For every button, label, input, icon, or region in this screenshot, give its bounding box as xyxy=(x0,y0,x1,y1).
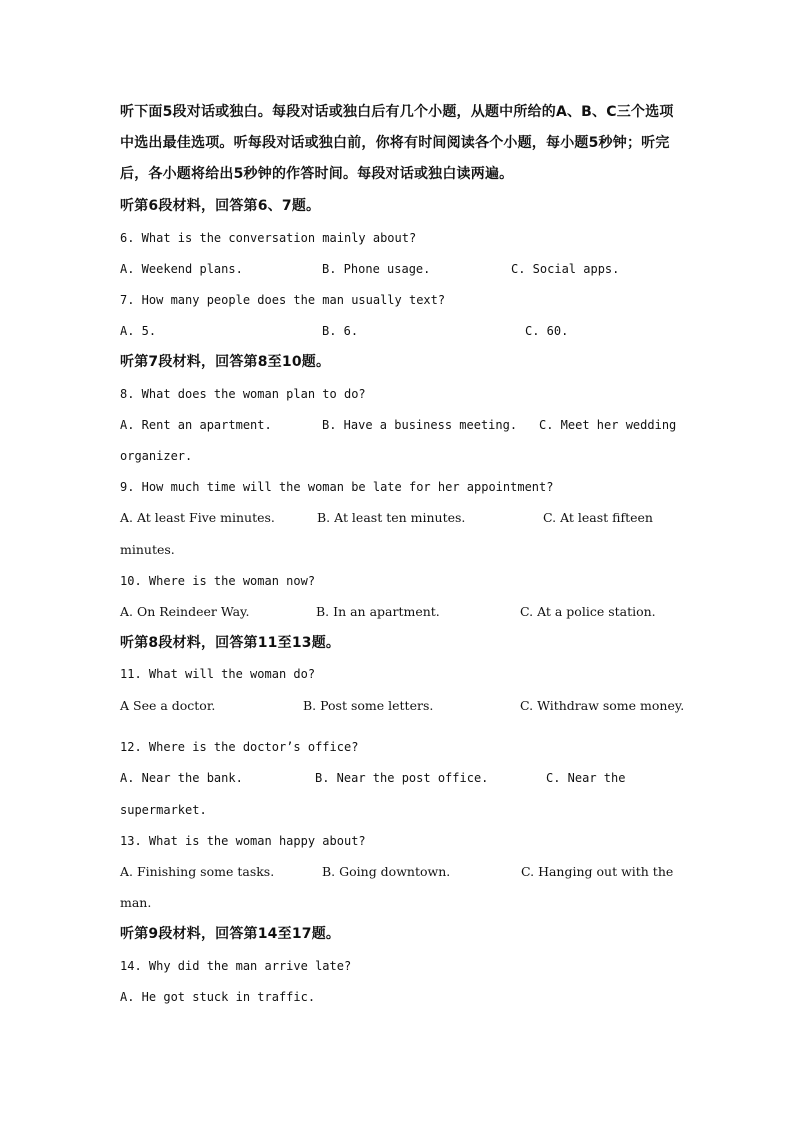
q10-option-c: C. At a police station. xyxy=(520,604,656,619)
question-12: 12. Where is the doctor’s office? xyxy=(120,740,359,754)
q6-option-b: B. Phone usage. xyxy=(322,262,431,276)
section-7-heading: 听第7段材料，回答第8至10题。 xyxy=(120,354,331,370)
q8-option-a: A. Rent an apartment. xyxy=(120,418,272,432)
question-11: 11. What will the woman do? xyxy=(120,667,316,681)
instructions-line-3: 后，各小题将给出5秒钟的作答时间。每段对话或独白读两遍。 xyxy=(120,166,514,182)
q12-option-a: A. Near the bank. xyxy=(120,771,243,785)
q13-option-c-continued: man. xyxy=(120,895,152,910)
q13-option-c: C. Hanging out with the xyxy=(521,864,674,879)
q7-option-b: B. 6. xyxy=(322,324,359,338)
question-13: 13. What is the woman happy about? xyxy=(120,834,366,848)
q9-option-c-continued: minutes. xyxy=(120,542,175,557)
q9-option-a: A. At least Five minutes. xyxy=(120,510,275,525)
question-10: 10. Where is the woman now? xyxy=(120,574,316,588)
section-9-heading: 听第9段材料，回答第14至17题。 xyxy=(120,926,341,942)
q13-option-b: B. Going downtown. xyxy=(322,864,451,879)
q11-option-a: A See a doctor. xyxy=(120,698,216,713)
q14-option-a: A. He got stuck in traffic. xyxy=(120,990,316,1004)
q9-option-c: C. At least fifteen xyxy=(543,510,653,525)
q8-option-c: C. Meet her wedding xyxy=(539,418,677,432)
instructions-line-2: 中选出最佳选项。听每段对话或独白前，你将有时间阅读各个小题，每小题5秒钟；听完 xyxy=(120,135,670,151)
q7-option-c: C. 60. xyxy=(525,324,569,338)
question-14: 14. Why did the man arrive late? xyxy=(120,959,352,973)
q6-option-a: A. Weekend plans. xyxy=(120,262,243,276)
q11-option-c: C. Withdraw some money. xyxy=(520,698,685,713)
q7-option-a: A. 5. xyxy=(120,324,157,338)
q6-option-c: C. Social apps. xyxy=(511,262,620,276)
section-8-heading: 听第8段材料，回答第11至13题。 xyxy=(120,635,341,651)
section-6-heading: 听第6段材料，回答第6、7题。 xyxy=(120,198,321,214)
question-9: 9. How much time will the woman be late for her appointment? xyxy=(120,480,554,494)
question-8: 8. What does the woman plan to do? xyxy=(120,387,366,401)
q13-option-a: A. Finishing some tasks. xyxy=(120,864,275,879)
instructions-line-1: 听下面5段对话或独白。每段对话或独白后有几个小题，从题中所给的A、B、C三个选项 xyxy=(120,104,674,120)
question-6: 6. What is the conversation mainly about? xyxy=(120,231,417,245)
q10-option-a: A. On Reindeer Way. xyxy=(120,604,250,619)
question-7: 7. How many people does the man usually text? xyxy=(120,293,446,307)
q9-option-b: B. At least ten minutes. xyxy=(317,510,466,525)
q12-option-b: B. Near the post office. xyxy=(315,771,489,785)
q12-option-c-continued: supermarket. xyxy=(120,803,207,817)
q11-option-b: B. Post some letters. xyxy=(303,698,434,713)
q8-option-c-continued: organizer. xyxy=(120,449,193,463)
q8-option-b: B. Have a business meeting. xyxy=(322,418,518,432)
q12-option-c: C. Near the xyxy=(546,771,626,785)
q10-option-b: B. In an apartment. xyxy=(316,604,440,619)
